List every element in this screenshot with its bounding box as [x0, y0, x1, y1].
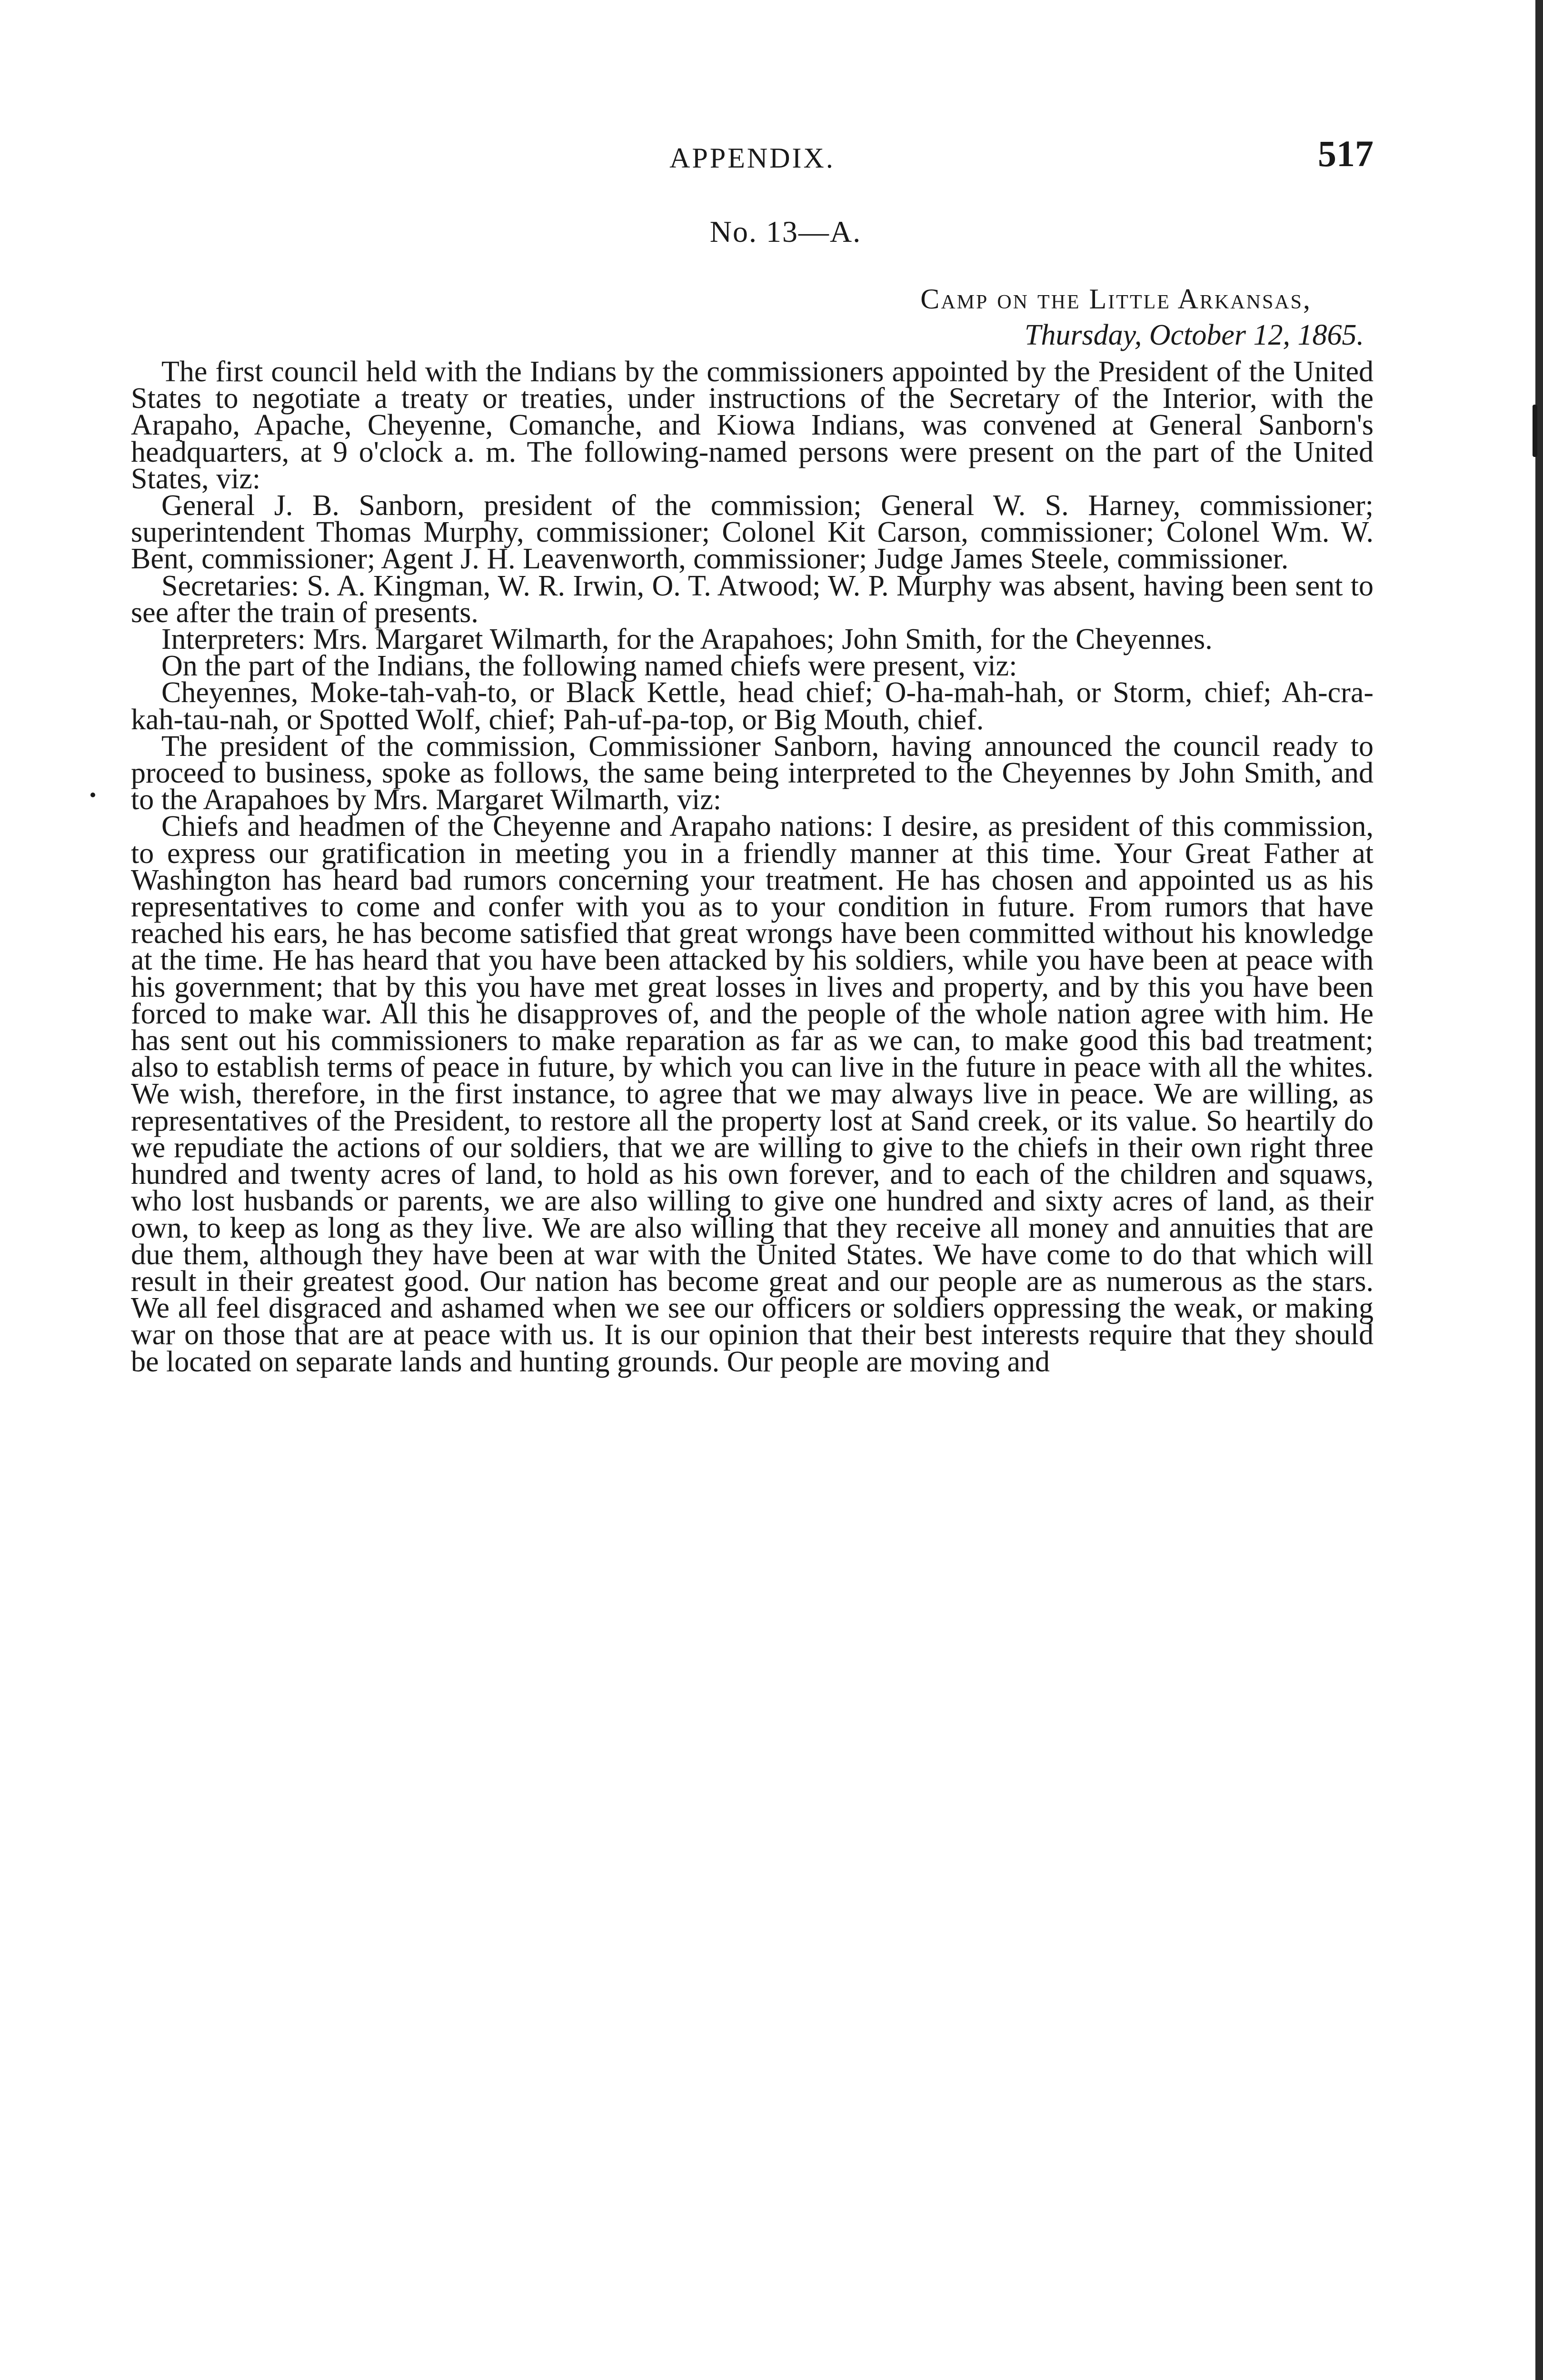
- dateline-date-text: Thursday, October 12, 1865.: [1025, 319, 1364, 351]
- paragraph: General J. B. Sanborn, president of the commission; General W. S. Harney, commissioner; superintendent Thomas Murphy, commissioner; Colonel Kit Carson, commissioner; Colonel Wm. W. Bent, commissioner; Agent J. H. Leavenworth, commissioner; Judge James Steele, commissioner.: [131, 489, 1374, 575]
- margin-bracket-mark: [1533, 405, 1537, 457]
- body-text: [131, 356, 1374, 1378]
- paragraph: Chiefs and headmen of the Cheyenne and Arapaho nations: I desire, as president of this commission, to express our gratification in meeting you in a friendly manner at this time. Your Great Father at Washington has heard bad rumors concerning your treatment. He has chosen and appointed us as his representatives to come and confer with you as to your condition in future. From rumors that have reached his ears, he has become satisfied that great wrongs have been committed without his knowledge at the time. He has heard that you have been attacked by his soldiers, while you have been at peace with his government; that by this you have met great losses in lives and property, and by this you have been forced to make war. All this he disapproves of, and the people of the whole nation agree with him. He has sent out his commissioners to make reparation as far as we can, to make good this bad treatment; also to establish terms of peace in future, by which you can live in the future in peace with all the whites. We wish, therefore, in the first instance, to agree that we may always live in peace. We are willing, as representatives of the President, to restore all the property lost at Sand creek, or its value. So heartily do we repudiate the actions of our soldiers, that we are willing to give to the chiefs in their own right three hundred and twenty acres of land, to hold as his own forever, and to each of the children and squaws, who lost husbands or parents, we are also willing to give one hundred and sixty acres of land, as their own, to keep as long as they live. We are also willing that they receive all money and annuities that are due them, although they have been at war with the United States. We have come to do that which will result in their greatest good. Our nation has become great and our people are as numerous as the stars. We all feel disgraced and ashamed when we see our officers or soldiers oppressing the weak, or making war on those that are at peace with us. It is our opinion that their best interests require that they should be located on separate lands and hunting grounds. Our people are moving and: [131, 810, 1374, 1378]
- paragraph: Secretaries: S. A. Kingman, W. R. Irwin, O. T. Atwood; W. P. Murphy was absent, having been sent to see after the train of presents.: [131, 569, 1374, 629]
- document-page: [131, 129, 1374, 1378]
- dateline-date: [131, 318, 1364, 352]
- paragraph: Interpreters: Mrs. Margaret Wilmarth, for the Arapahoes; John Smith, for the Cheyennes.: [161, 623, 1213, 656]
- paragraph: The president of the commission, Commissioner Sanborn, having announced the council ready to proceed to business, spoke as follows, the same being interpreted to the Cheyennes by John Smith, and to the Arapahoes by Mrs. Margaret Wilmarth, viz:: [131, 730, 1374, 816]
- running-head: [131, 129, 1374, 186]
- page-edge: [1535, 0, 1543, 2380]
- dateline-place: Camp on the Little Arkansas,: [920, 283, 1312, 315]
- paragraph: The first council held with the Indians by the commissioners appointed by the President of the United States to negotiate a treaty or treaties, under instructions of the Secretary of the Interior, with the Arapaho, Apache, Cheyenne, Comanche, and Kiowa Indians, was convened at General Sanborn's headquarters, at 9 o'clock a. m. The following-named persons were present on the part of the United States, viz:: [131, 356, 1374, 495]
- document-number: No. 13—A.: [709, 215, 862, 248]
- page-number: 517: [1318, 133, 1374, 174]
- margin-dot-mark: [90, 793, 95, 797]
- running-title: APPENDIX.: [669, 142, 835, 174]
- paragraph: On the part of the Indians, the following named chiefs were present, viz:: [161, 650, 1017, 683]
- paragraph: Cheyennes, Moke-tah-vah-to, or Black Kettle, head chief; O-ha-mah-hah, or Storm, chief; Ah-cra-kah-tau-nah, or Spotted Wolf, chief; Pah-uf-pa-top, or Big Mouth, chief.: [131, 676, 1374, 736]
